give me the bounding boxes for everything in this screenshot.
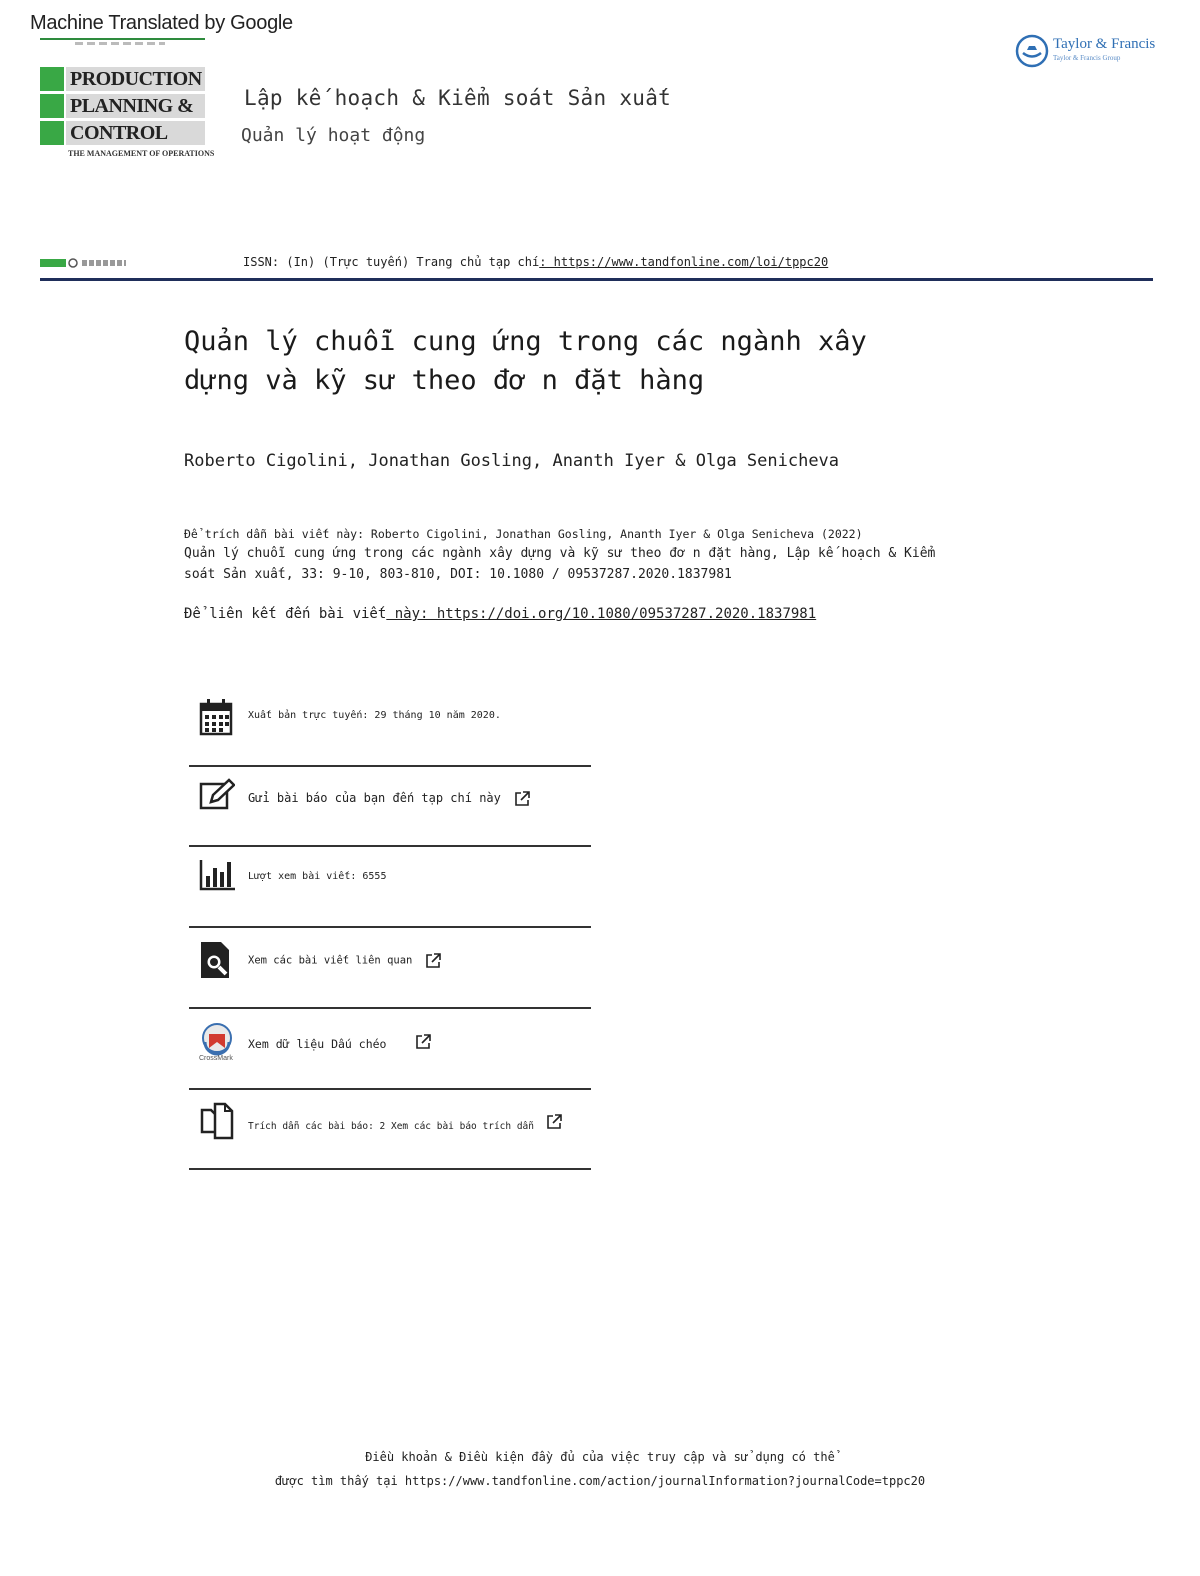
article-title-line-1: Quản lý chuỗi cung ứng trong các ngành xây: [184, 326, 867, 357]
submit-article-item[interactable]: [189, 778, 591, 838]
journal-logo-row-2: [40, 94, 205, 118]
journal-logo-row-1: [40, 67, 205, 91]
article-link-line: [184, 606, 816, 622]
citation-body: [184, 543, 984, 585]
mini-tf-icon: [68, 258, 78, 268]
external-link-icon: [425, 952, 442, 969]
external-link-icon: [514, 790, 531, 807]
crossmark-caption: CrossMark: [199, 1055, 233, 1062]
journal-subtitle: Quản lý hoạt động: [241, 125, 426, 146]
journal-logo-row-3: [40, 121, 205, 145]
info-divider: [189, 1007, 591, 1009]
journal-logo-text-2: PLANNING &: [66, 94, 205, 118]
copy-documents-icon: [199, 1102, 235, 1142]
publisher-logo: [1015, 34, 1155, 68]
related-articles-link[interactable]: Xem các bài viết liên quan: [248, 954, 413, 967]
info-divider: [189, 1168, 591, 1170]
calendar-icon: [199, 698, 235, 738]
crossmark-item[interactable]: [189, 1022, 591, 1082]
machine-translation-banner: Machine Translated by Google: [30, 12, 293, 34]
journal-logo-text-1: PRODUCTION: [66, 67, 205, 91]
header-rule: [40, 278, 1153, 281]
publisher-group: Taylor & Francis Group: [1053, 54, 1121, 62]
article-title: [184, 322, 944, 400]
info-divider: [189, 765, 591, 767]
citation-line-2: Quản lý chuỗi cung ứng trong các ngành xây dựng và kỹ sư theo đơ n đặt hàng, Lập kế hoạch & Kiểm: [184, 546, 936, 561]
citation-intro: Để trích dẫn bài viết này: Roberto Cigolini, Jonathan Gosling, Ananth Iyer & Olga Senicheva (2022): [184, 527, 863, 541]
citation-line-3: soát Sản xuất, 33: 9-10, 803-810, DOI: 10.1080 / 09537287.2020.1837981: [184, 567, 732, 582]
journal-homepage-link[interactable]: : https://www.tandfonline.com/loi/tppc20: [539, 255, 829, 269]
citing-articles-item[interactable]: [189, 1102, 591, 1162]
related-articles-item[interactable]: [189, 940, 591, 1000]
published-online-text: Xuất bản trực tuyến: 29 tháng 10 năm 2020.: [248, 710, 501, 721]
journal-logo-tagline: THE MANAGEMENT OF OPERATIONS: [68, 149, 215, 158]
issn-line: [243, 255, 828, 269]
taylor-francis-icon: [1015, 34, 1049, 68]
external-link-icon: [415, 1033, 432, 1050]
submit-article-link[interactable]: Gửi bài báo của bạn đến tạp chí này: [248, 791, 501, 805]
document-search-icon: [199, 940, 235, 980]
doi-link[interactable]: này: https://doi.org/10.1080/09537287.2020.1837981: [386, 606, 817, 622]
article-authors: Roberto Cigolini, Jonathan Gosling, Ananth Iyer & Olga Senicheva: [184, 451, 840, 471]
journal-logo-text-3: CONTROL: [66, 121, 205, 145]
edit-icon: [199, 778, 235, 818]
journal-title: Lập kế hoạch & Kiểm soát Sản xuất: [244, 86, 672, 110]
issn-prefix: ISSN: (In) (Trực tuyến) Trang chủ tạp chí: [243, 255, 540, 269]
crossmark-link[interactable]: Xem dữ liệu Dấu chéo: [248, 1037, 387, 1051]
info-divider: [189, 845, 591, 847]
publisher-name: Taylor & Francis: [1053, 36, 1156, 52]
article-title-line-2: dựng và kỹ sư theo đơ n đặt hàng: [184, 365, 705, 396]
terms-line-2[interactable]: được tìm thấy tại https://www.tandfonline.com/action/journalInformation?journalCode=tppc20: [274, 1474, 926, 1488]
banner-fine-print: [75, 42, 165, 45]
article-link-prefix: Để liên kết đến bài viết: [184, 606, 387, 622]
bar-chart-icon: [199, 858, 235, 898]
article-views-item: [189, 858, 591, 918]
info-divider: [189, 926, 591, 928]
info-divider: [189, 1088, 591, 1090]
published-online-item: [189, 698, 591, 758]
article-views-text: Lượt xem bài viết: 6555: [248, 871, 387, 882]
citing-articles-link[interactable]: Trích dẫn các bài báo: 2 Xem các bài báo trích dẫn: [248, 1121, 534, 1132]
banner-underline: [40, 38, 205, 40]
terms-line-1: Điều khoản & Điều kiện đầy đủ của việc truy cập và sử dụng có thể: [365, 1450, 835, 1464]
mini-logo: [40, 258, 126, 268]
external-link-icon: [546, 1113, 563, 1130]
